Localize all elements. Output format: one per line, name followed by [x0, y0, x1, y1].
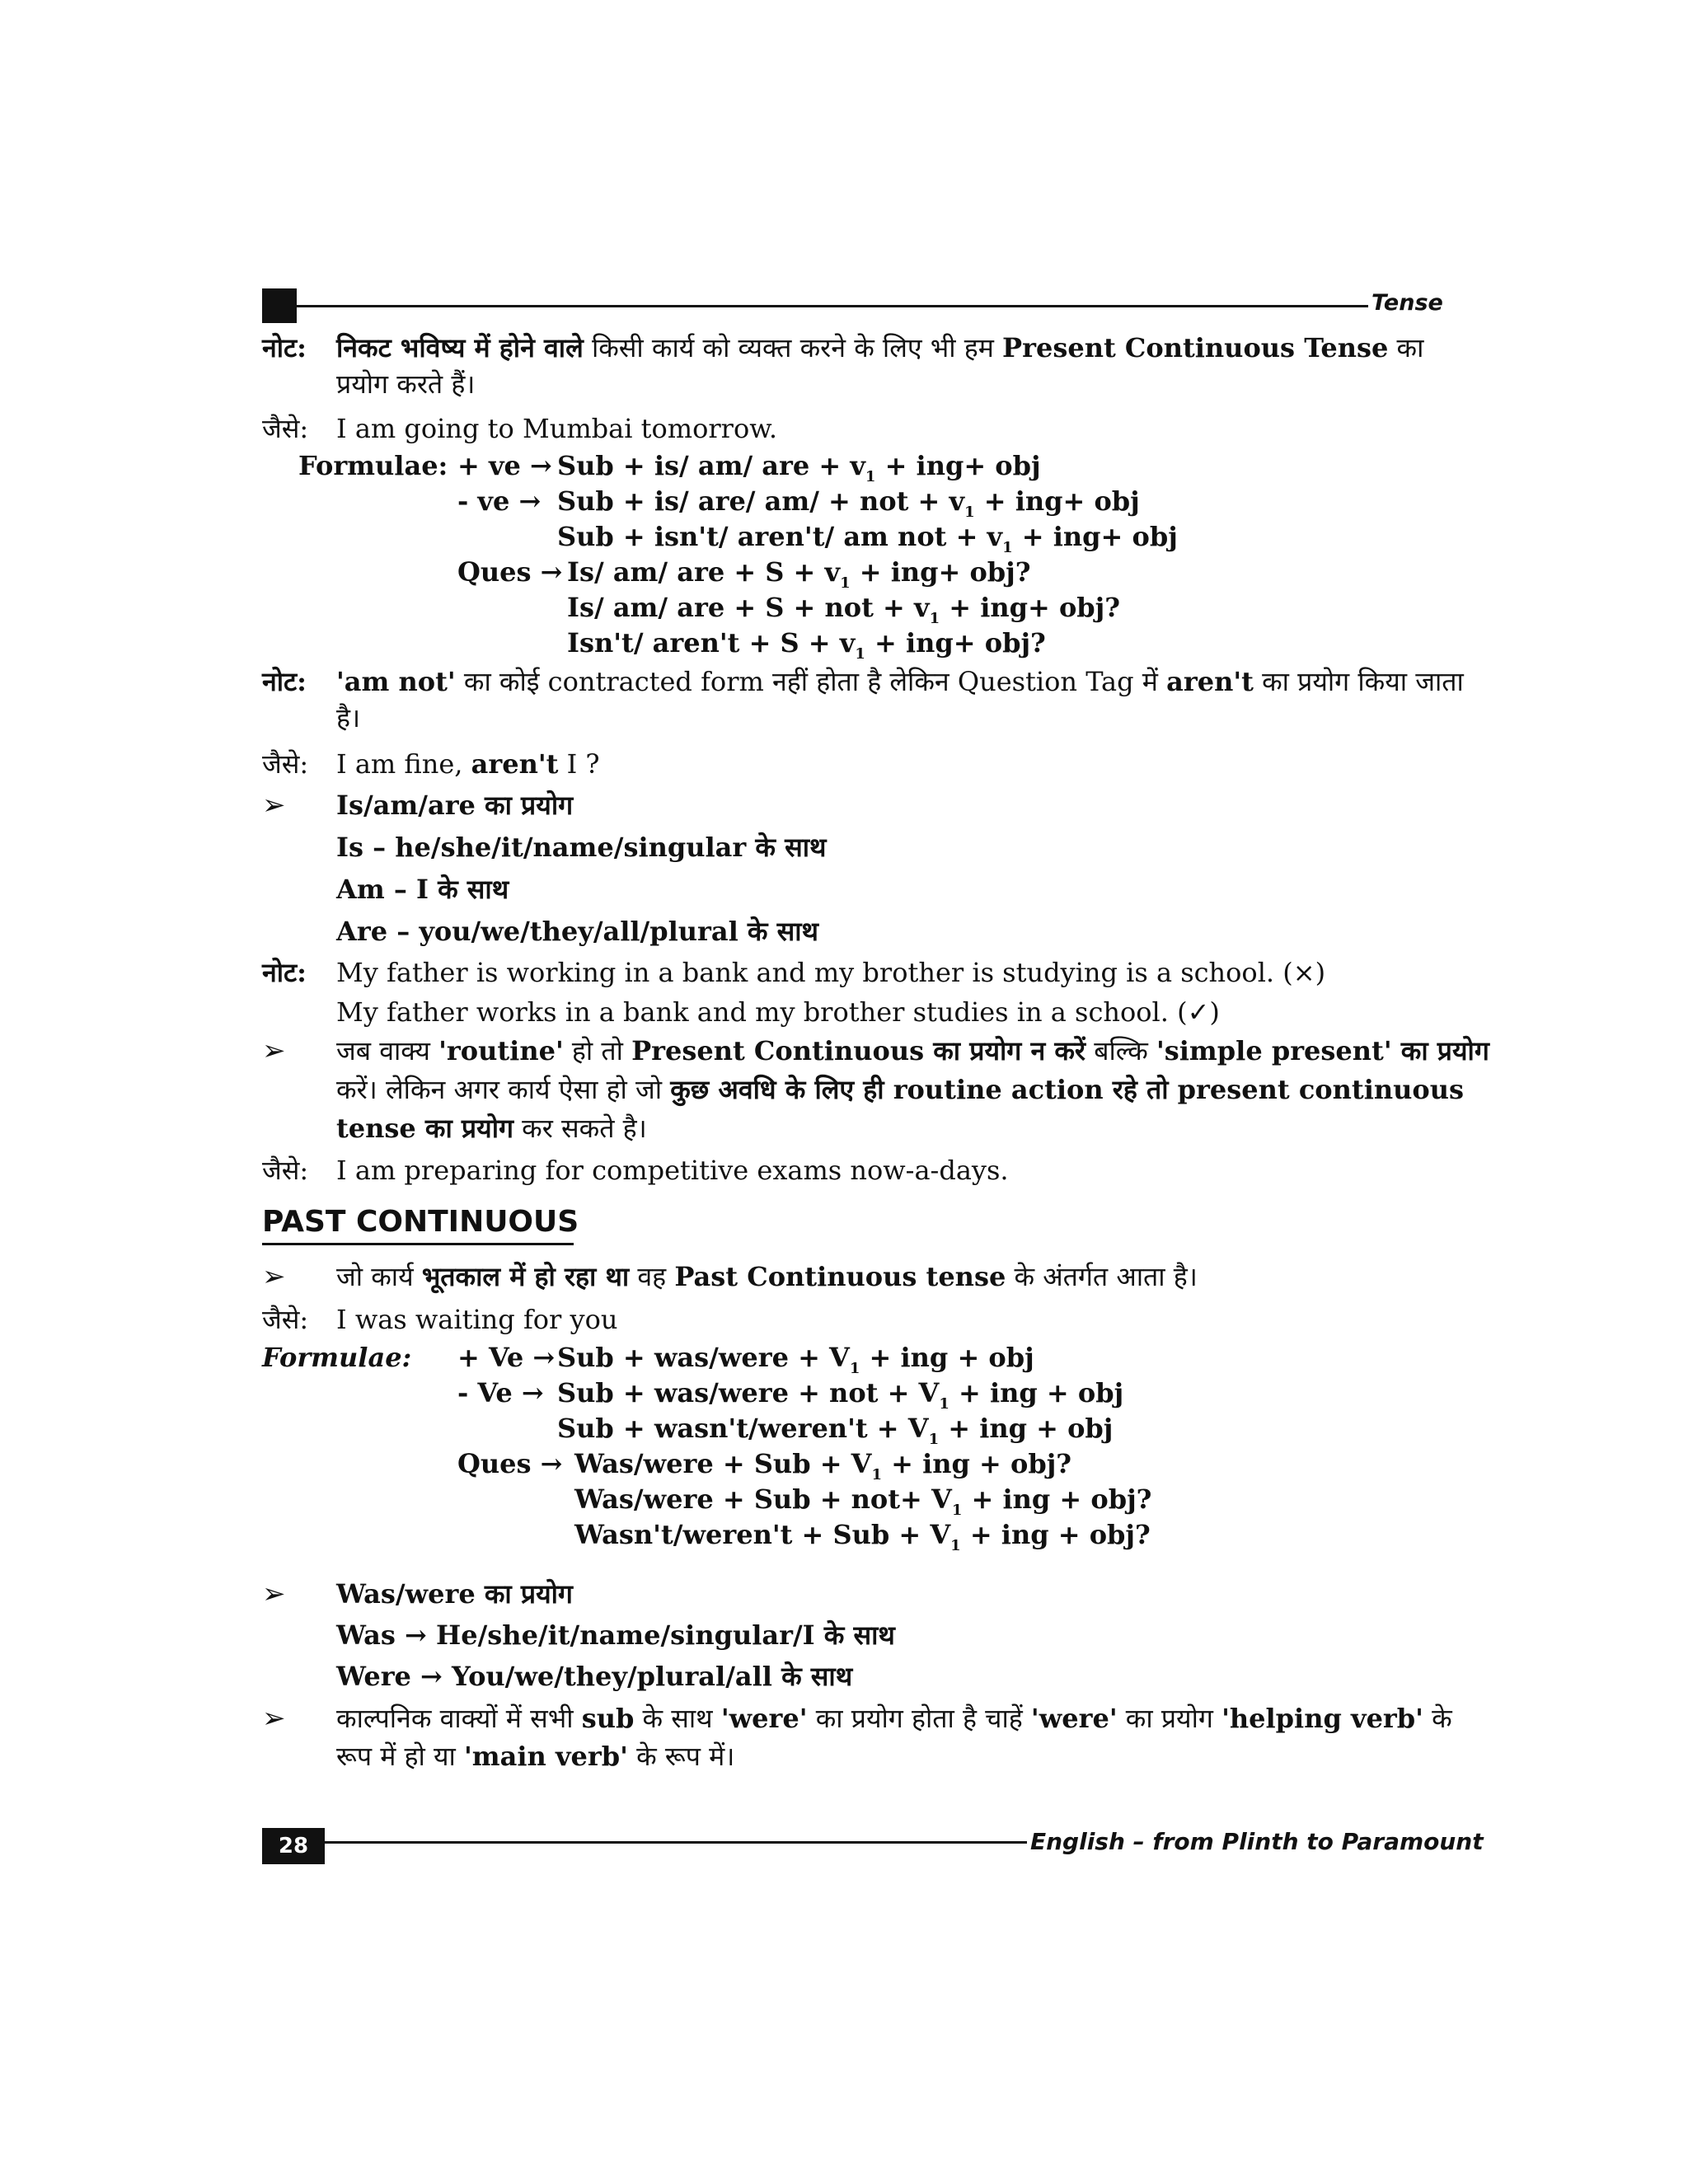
usage-1-am: Am – I के साथ — [336, 874, 509, 905]
note-3-right: My father works in a bank and my brother studies in a school. (✓) — [336, 996, 1220, 1028]
bullet-arrow-icon: ➢ — [262, 789, 286, 822]
note-label: नोट: — [262, 957, 307, 988]
example-label: जैसे: — [262, 1304, 309, 1335]
usage-2-title: Was/were का प्रयोग — [336, 1578, 573, 1610]
formula-2-q-3: Wasn't/weren't + Sub + $V_1$ + ing + obj? — [574, 1519, 1151, 1554]
section-title: PAST CONTINUOUS — [262, 1205, 579, 1239]
usage-2-was: Was → He/she/it/name/singular/I के साथ — [336, 1619, 895, 1651]
formula-1-pos-label: + ve → — [457, 450, 552, 481]
note-1-line-1: निकट भविष्य में होने वाले किसी कार्य को व्यक्त करने के लिए भी हम Present Continuous Tense का — [336, 332, 1424, 363]
note-2-line-1: 'am not' का कोई contracted form नहीं होता है लेकिन Question Tag में aren't का प्रयोग किया जाता — [336, 666, 1464, 697]
header-block — [262, 288, 297, 323]
formula-2-pos: Sub + was/were + $V_1$ + ing + obj — [557, 1342, 1034, 1377]
formula-2-q-1: Was/were + Sub + $V_1$ + ing + obj? — [574, 1448, 1072, 1483]
formula-2-ques-label: Ques → — [457, 1448, 563, 1479]
formulae-label-italic: Formulae: — [262, 1342, 412, 1373]
section-title-underline — [262, 1243, 574, 1245]
routine-line-1: जब वाक्य 'routine' हो तो Present Continuous का प्रयोग न करें बल्कि 'simple present' का प्रयोग — [336, 1035, 1489, 1066]
formula-1-q-2: Is/ am/ are + S + not + $v_1 + ing+$ obj? — [567, 592, 1120, 627]
bullet-arrow-icon: ➢ — [262, 1034, 286, 1067]
formulae-label: Formulae: — [298, 450, 448, 481]
example-label: जैसे: — [262, 1155, 309, 1186]
note-label: नोट: — [262, 332, 307, 363]
routine-line-3: tense का प्रयोग कर सकते है। — [336, 1113, 647, 1144]
formula-1-neg-label: - ve → — [457, 485, 542, 517]
footer-title: English – from Plinth to Paramount — [1030, 1828, 1484, 1855]
header-rule — [297, 305, 1368, 307]
formula-1-ques-label: Ques → — [457, 556, 563, 588]
note-2-line-2: है। — [336, 702, 361, 733]
example-3: I am preparing for competitive exams now-a-days. — [336, 1155, 1009, 1186]
past-intro: जो कार्य भूतकाल में हो रहा था वह Past Continuous tense के अंतर्गत आता है। — [336, 1261, 1198, 1292]
routine-line-2: करें। लेकिन अगर कार्य ऐसा हो जो कुछ अवधि के लिए ही routine action रहे तो present continuous — [336, 1074, 1465, 1105]
formula-2-q-2: Was/were + Sub + $not+ V_1$ + ing + obj? — [574, 1483, 1152, 1519]
usage-1-title: Is/am/are का प्रयोग — [336, 790, 574, 821]
formula-2-pos-label: + Ve → — [457, 1342, 556, 1373]
formula-2-neg-1: Sub + was/were + not + $V_1$ + ing + obj — [557, 1377, 1124, 1413]
note-1-line-2: प्रयोग करते हैं। — [336, 368, 476, 400]
formula-1-q-3: Isn't/ aren't + $S + v_1 + ing+$ obj? — [567, 627, 1046, 663]
note-label: नोट: — [262, 666, 307, 697]
formula-1-q-1: Is/ am/ are + $S + v_1 + ing+$ obj? — [567, 556, 1031, 592]
bullet-arrow-icon: ➢ — [262, 1260, 286, 1293]
example-1: I am going to Mumbai tomorrow. — [336, 413, 777, 444]
usage-2-were: Were → You/we/they/plural/all के साथ — [336, 1661, 853, 1692]
formula-2-neg-label: - Ve → — [457, 1377, 544, 1408]
example-4: I was waiting for you — [336, 1304, 618, 1335]
usage-1-is: Is – he/she/it/name/singular के साथ — [336, 832, 827, 863]
formula-1-neg-1: Sub + is/ are/ am/ + not + $v_1 + ing+$ obj — [557, 485, 1140, 521]
formula-1-neg-2: Sub + isn't/ aren't/ am not + $v_1 + ing+$ obj — [557, 521, 1178, 556]
bullet-arrow-icon: ➢ — [262, 1702, 286, 1735]
bullet-arrow-icon: ➢ — [262, 1577, 286, 1610]
were-line-2: रूप में हो या 'main verb' के रूप में। — [336, 1741, 735, 1772]
were-line-1: काल्पनिक वाक्यों में सभी sub के साथ 'were' का प्रयोग होता है चाहें 'were' का प्रयोग 'helping verb' के — [336, 1703, 1452, 1734]
example-label: जैसे: — [262, 413, 309, 444]
footer-rule — [325, 1841, 1027, 1844]
page-number: 28 — [262, 1828, 325, 1864]
formula-2-neg-2: Sub + wasn't/weren't + $V_1$ + ing + obj — [557, 1413, 1114, 1448]
note-3-wrong: My father is working in a bank and my brother is studying is a school. (×) — [336, 957, 1326, 988]
usage-1-are: Are – you/we/they/all/plural के साथ — [336, 916, 819, 947]
example-2: I am fine, aren't I ? — [336, 748, 600, 780]
example-label: जैसे: — [262, 748, 309, 780]
running-header: Tense — [1372, 290, 1443, 316]
formula-1-pos: Sub + is/ am/ are + $v_1 + ing+$ obj — [557, 450, 1041, 485]
